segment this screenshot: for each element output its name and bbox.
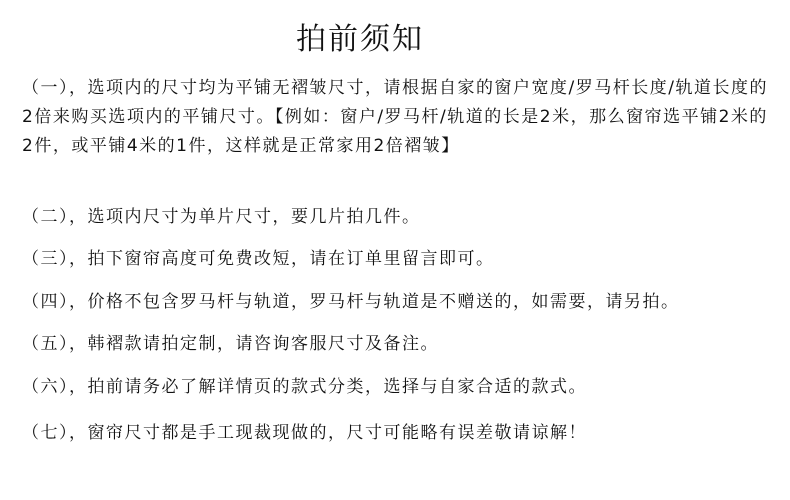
note-2: （二），选项内尺寸为单片尺寸，要几片拍几件。 [22, 207, 421, 227]
note-7: （七），窗帘尺寸都是手工现裁现做的，尺寸可能略有误差敬请谅解！ [22, 423, 587, 443]
note-3: （三），拍下窗帘高度可免费改短，请在订单里留言即可。 [22, 249, 495, 269]
note-5: （五），韩褶款请拍定制，请咨询客服尺寸及备注。 [22, 334, 439, 354]
note-6: （六），拍前请务必了解详情页的款式分类，选择与自家合适的款式。 [22, 377, 587, 397]
note-1: （一），选项内的尺寸均为平铺无褶皱尺寸，请根据自家的窗户宽度/罗马杆长度/轨道长度的2倍来购买选项内的平铺尺寸。【例如：窗户/罗马杆/轨道的长是2米，那么窗帘选平铺2米的2件，或平铺4米的1件，这样就是正常家用2倍褶皱】 [22, 78, 768, 156]
page-title: 拍前须知 [296, 22, 424, 57]
note-4: （四），价格不包含罗马杆与轨道，罗马杆与轨道是不赠送的，如需要，请另拍。 [22, 292, 680, 312]
